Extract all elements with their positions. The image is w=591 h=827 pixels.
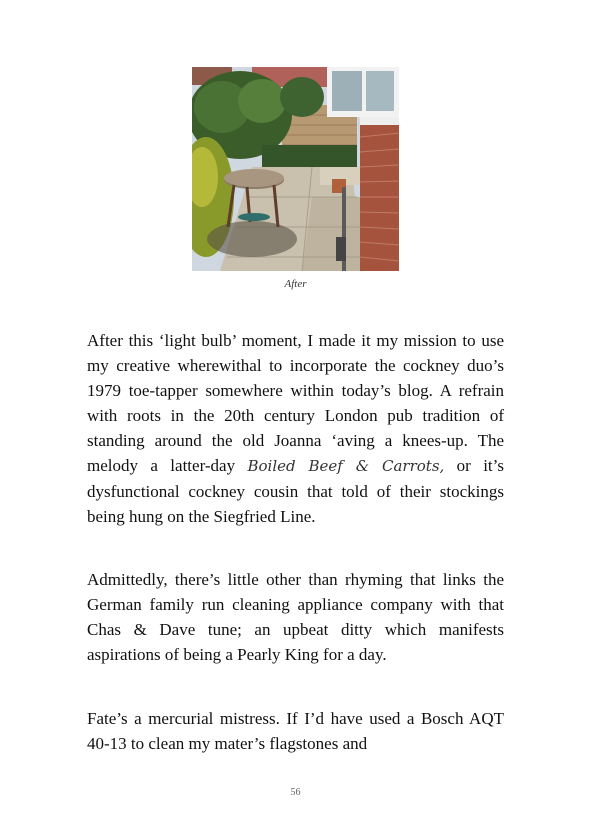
paragraph-1-text-end: or it’s dysfunctional cockney cousin that told of their stockings being hung on the Siegfried Line. <box>87 456 504 526</box>
paragraph-3: Fate’s a mercurial mistress. If I’d have used a Bosch AQT 40-13 to clean my mater’s flagstones and <box>87 709 504 753</box>
garden-photo <box>192 67 399 271</box>
page-number: 56 <box>290 787 301 798</box>
song-title-emphasis: Boiled Beef & Carrots, <box>247 457 445 475</box>
paragraph-1-text-start: After this ‘light bulb’ moment, I made it my mission to use my creative wherewithal to incorporate the cockney duo’s 1979 toe-tapper somewhere within today’s blog. A refrain with roots in the 20th century London pub tradition of standing around the old Joanna ‘aving a knees-up. The melody a latter-day <box>87 331 504 475</box>
paragraph-2: Admittedly, there’s little other than rhyming that links the German family run cleaning appliance company with that Chas & Dave tune; an upbeat ditty which manifests aspirations of being a Pearly King for a day. <box>87 570 504 664</box>
paragraph-1 <box>87 328 504 529</box>
image-caption: After <box>284 278 307 290</box>
